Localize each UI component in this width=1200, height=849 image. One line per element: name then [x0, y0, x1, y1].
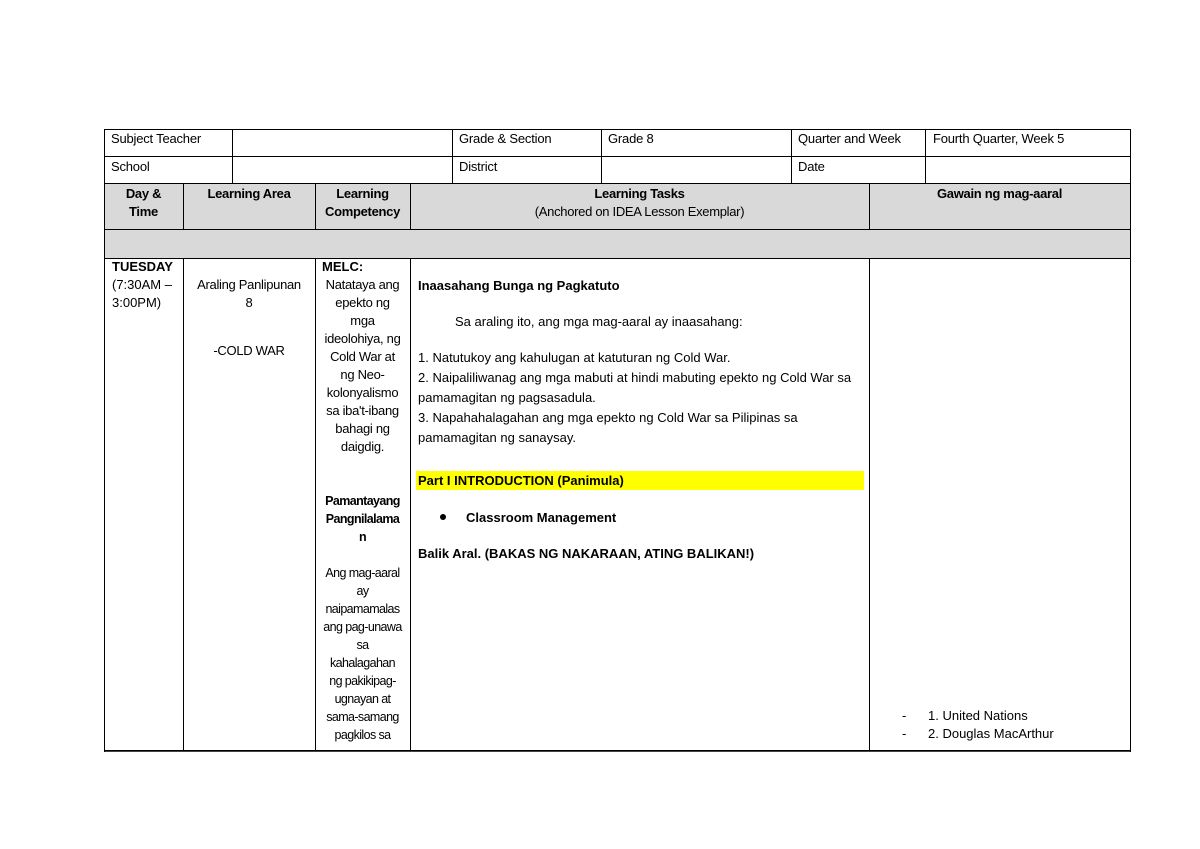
grade-section-value[interactable]: Grade 8	[608, 131, 654, 146]
melc-line: sa iba't-ibang	[326, 403, 399, 418]
objective-intro: Sa araling ito, ang mga mag-aaral ay inaasahang:	[455, 314, 743, 329]
district-label: District	[459, 159, 498, 174]
part1-heading: Part I INTRODUCTION (Panimula)	[416, 471, 864, 490]
pamantayan-text	[315, 564, 410, 744]
pamantayan-heading	[315, 492, 410, 546]
pamantayan-text-line: sama-samang	[326, 710, 399, 724]
objective-heading: Inaasahang Bunga ng Pagkatuto	[418, 278, 620, 293]
objective-3-line1: 3. Napahahalagahan ang mga epekto ng Cold War sa Pilipinas sa	[418, 410, 798, 425]
learning-competency-header-line2: Competency	[324, 204, 401, 219]
melc-line: epekto ng	[335, 295, 390, 310]
pamantayan-text-line: ugnayan at	[334, 692, 391, 706]
melc-text	[315, 276, 410, 456]
objective-1: 1. Natutukoy ang kahulugan at katuturan ng Cold War.	[418, 350, 731, 365]
bullet-list	[440, 508, 616, 528]
gawain-header: Gawain ng mag-aaral	[936, 186, 1063, 201]
pamantayan-text-line: ay	[356, 584, 369, 598]
melc-line: daigdig.	[340, 439, 385, 454]
melc-label: MELC:	[322, 259, 364, 274]
learning-area-header: Learning Area	[207, 186, 291, 201]
learning-area-line1: Araling Panlipunan	[197, 277, 301, 292]
subject-teacher-label: Subject Teacher	[111, 131, 201, 146]
dash-icon: -	[902, 726, 907, 741]
melc-line: bahagi ng	[335, 421, 390, 436]
dash-icon: -	[902, 708, 907, 723]
learning-competency-header-line1: Learning	[336, 186, 389, 201]
pamantayan-text-line: pagkilos sa	[334, 728, 391, 742]
gawain-item-text: 1. United Nations	[928, 708, 1028, 723]
quarter-week-value[interactable]: Fourth Quarter, Week 5	[933, 131, 1065, 146]
melc-line: ng Neo-	[340, 367, 385, 382]
learning-area-topic: -COLD WAR	[213, 343, 285, 358]
quarter-week-label: Quarter and Week	[798, 131, 901, 146]
bullet-icon	[440, 514, 446, 520]
objective-2-line2: pamamagitan ng pagsasadula.	[418, 390, 596, 405]
bullet-item: Classroom Management	[466, 510, 617, 525]
melc-line: Cold War at	[330, 349, 395, 364]
gawain-list	[902, 707, 1054, 743]
pamantayan-heading-line: n	[358, 530, 367, 544]
learning-area-line2: 8	[245, 295, 253, 310]
pamantayan-text-line: naipamamalas	[325, 602, 400, 616]
pamantayan-text-line: ng pakikipag-	[329, 674, 396, 688]
gawain-item-text: 2. Douglas MacArthur	[928, 726, 1054, 741]
objective-2-line1: 2. Naipaliliwanag ang mga mabuti at hindi mabuting epekto ng Cold War sa	[418, 370, 852, 385]
learning-tasks-subheader: (Anchored on IDEA Lesson Exemplar)	[534, 204, 745, 219]
school-label: School	[111, 159, 150, 174]
grade-section-label: Grade & Section	[459, 131, 552, 146]
pamantayan-text-line: Ang mag-aaral	[325, 566, 400, 580]
day-name: TUESDAY	[112, 259, 173, 274]
gawain-item	[902, 725, 1054, 743]
gawain-item	[902, 707, 1054, 725]
melc-line: Natataya ang	[325, 277, 400, 292]
pamantayan-heading-line: Pamantayang	[325, 494, 400, 508]
day-time-line1: (7:30AM –	[112, 277, 172, 292]
melc-line: ideolohiya, ng	[324, 331, 401, 346]
day-time-header-line2: Time	[129, 204, 158, 219]
blank-row-shade	[104, 229, 1131, 258]
melc-line: kolonyalismo	[326, 385, 399, 400]
pamantayan-text-line: sa	[356, 638, 369, 652]
pamantayan-text-line: kahalagahan	[330, 656, 395, 670]
balik-aral: Balik Aral. (BAKAS NG NAKARAAN, ATING BALIKAN!)	[418, 546, 755, 561]
learning-tasks-header: Learning Tasks	[594, 186, 685, 201]
day-time-header-line1: Day &	[125, 186, 162, 201]
pamantayan-heading-line: Pangnilalama	[325, 512, 400, 526]
objective-3-line2: pamamagitan ng sanaysay.	[418, 430, 577, 445]
pamantayan-text-line: ang pag-unawa	[323, 620, 402, 634]
day-time-line2: 3:00PM)	[112, 295, 162, 310]
date-label: Date	[798, 159, 825, 174]
melc-line: mga	[350, 313, 375, 328]
